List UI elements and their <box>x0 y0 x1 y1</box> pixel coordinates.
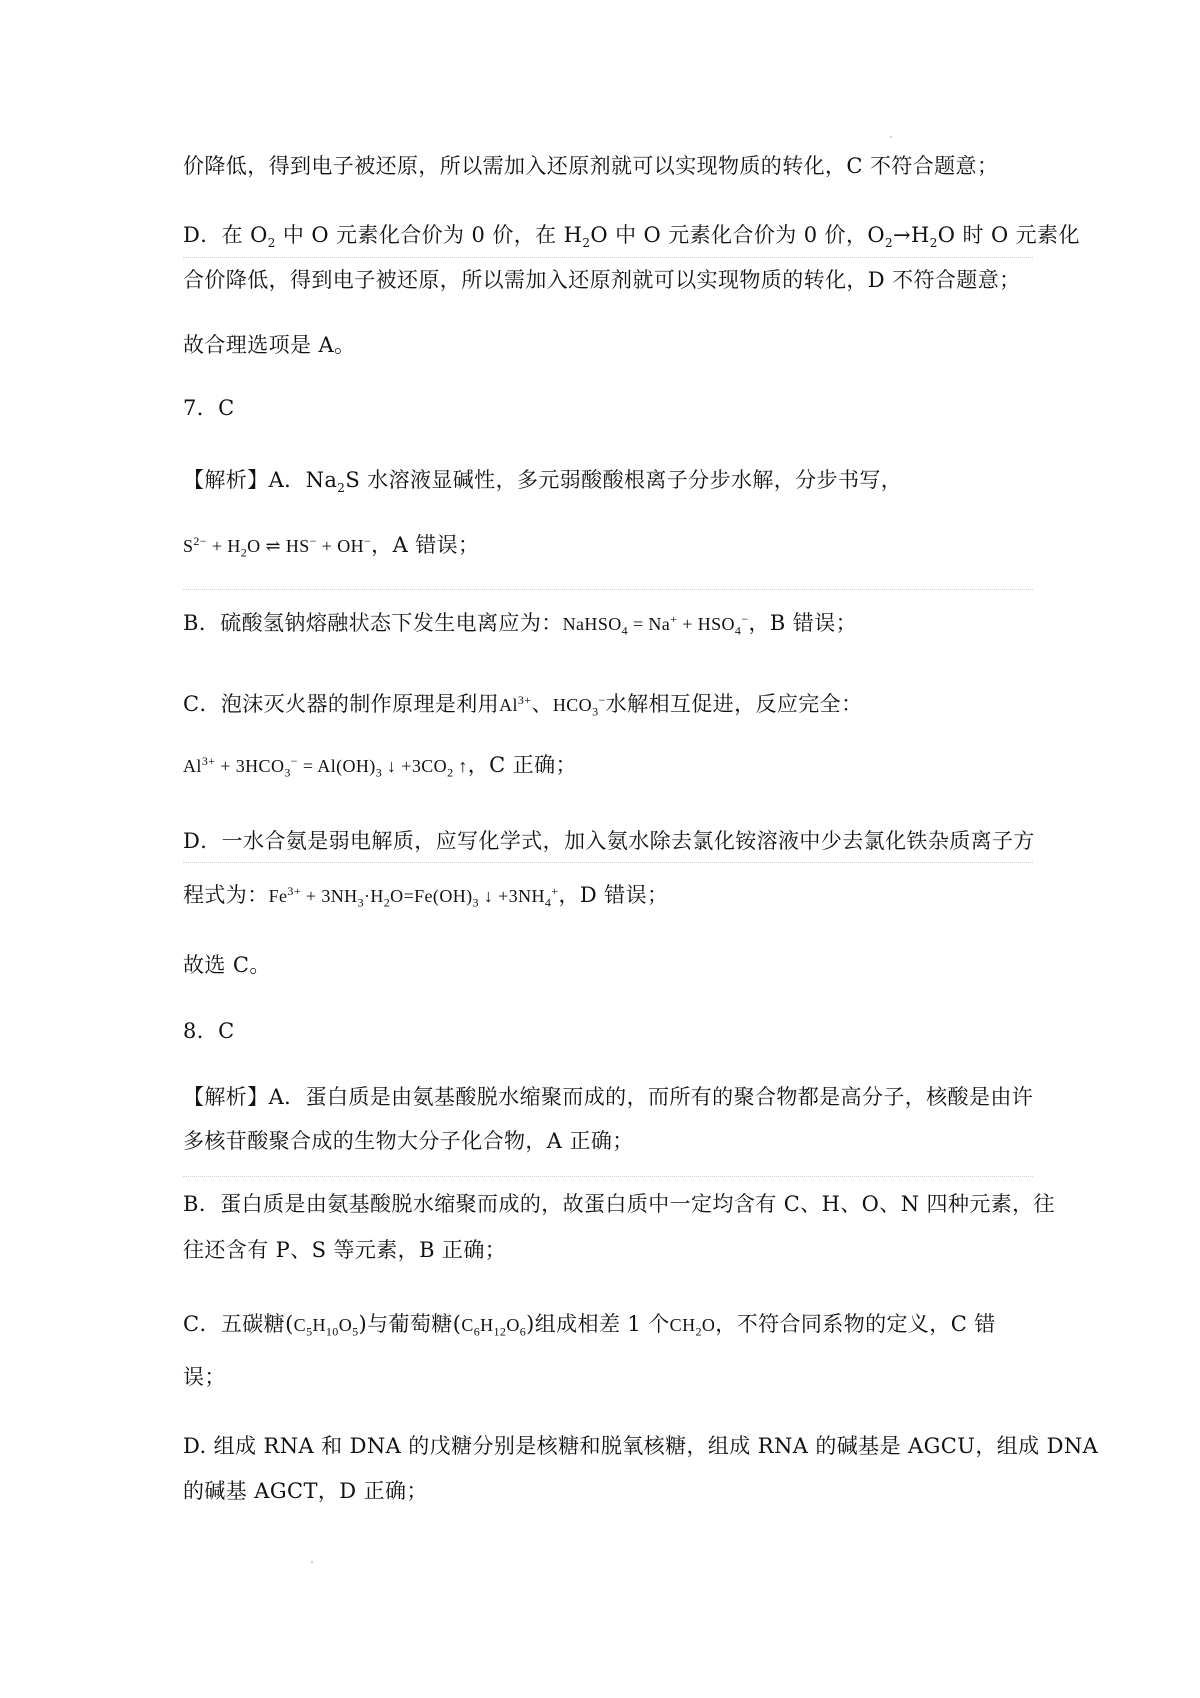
text-line: 【解析】A．$Na_2S$ 水溶液显碱性，多元弱酸酸根离子分步水解，分步书写， <box>183 468 903 496</box>
dotted-separator <box>183 1176 1033 1177</box>
question-answer: 7．C <box>183 396 235 420</box>
text-line: 程式为：$Fe^{3+} + 3NH_3\cdot H_2O=Fe(OH)_3$ ↓ $+3NH_4^+$，D 错误； <box>183 883 669 910</box>
text-line: C．泡沫灭火器的制作原理是利用$Al^{3+}$、$HCO_3^-$水解相互促进，反应完全： <box>183 692 863 719</box>
scan-mark <box>890 136 892 138</box>
text-line: D．一水合氨是弱电解质，应写化学式，加入氨水除去氯化铵溶液中少去氯化铁杂质离子方 <box>183 829 1035 853</box>
dotted-separator <box>183 589 1033 590</box>
text-line: B．蛋白质是由氨基酸脱水缩聚而成的，故蛋白质中一定均含有 C、H、O、N 四种元素，往 <box>183 1192 1055 1216</box>
text-line: 价降低，得到电子被还原，所以需加入还原剂就可以实现物质的转化，C 不符合题意； <box>183 154 999 178</box>
text-line: C．五碳糖$(C_5H_{10}O_5)$与葡萄糖$(C_6H_{12}O_6)$组成相差 1 个$CH_2O$，不符合同系物的定义，C 错 <box>183 1312 996 1339</box>
text-line: D. 组成 RNA 和 DNA 的戊糖分别是核糖和脱氧核糖，组成 RNA 的碱基是 AGCU，组成 DNA <box>183 1434 1099 1458</box>
text-line: 多核苷酸聚合成的生物大分子化合物，A 正确； <box>183 1129 634 1153</box>
text-line: 合价降低，得到电子被还原，所以需加入还原剂就可以实现物质的转化，D 不符合题意； <box>183 268 1021 292</box>
question-answer: 8．C <box>183 1019 235 1043</box>
text-line: 误； <box>183 1365 226 1389</box>
dotted-separator <box>183 257 1033 258</box>
text-line: 故选 C。 <box>183 953 271 977</box>
text-line: B．硫酸氢钠熔融状态下发生电离应为：NaHSO$_4$ = $Na^+ + HSO_4^-$，B 错误； <box>183 611 858 638</box>
text-line: 【解析】A．蛋白质是由氨基酸脱水缩聚而成的，而所有的聚合物都是高分子，核酸是由许 <box>183 1085 1034 1109</box>
scan-mark <box>311 1561 313 1563</box>
text-line: 故合理选项是 A。 <box>183 333 356 357</box>
text-line: 的碱基 AGCT，D 正确； <box>183 1479 428 1503</box>
text-line: 往还含有 P、S 等元素，B 正确； <box>183 1238 507 1262</box>
dotted-separator <box>183 862 1033 863</box>
equation-line: $S^{2-} + H_2O$ ⇌ HS− + OH−，A 错误； <box>183 533 480 560</box>
equation-line: $Al^{3+} + 3HCO_3^- = Al(OH)_3$ ↓ $+3CO_2$ ↑，C 正确； <box>183 753 577 780</box>
text-line: D．在 $O_2$ 中 O 元素化合价为 0 价，在 $H_2O$ 中 O 元素化合价为 0 价，$O_2\to H_2O$ 时 O 元素化 <box>183 223 1080 251</box>
